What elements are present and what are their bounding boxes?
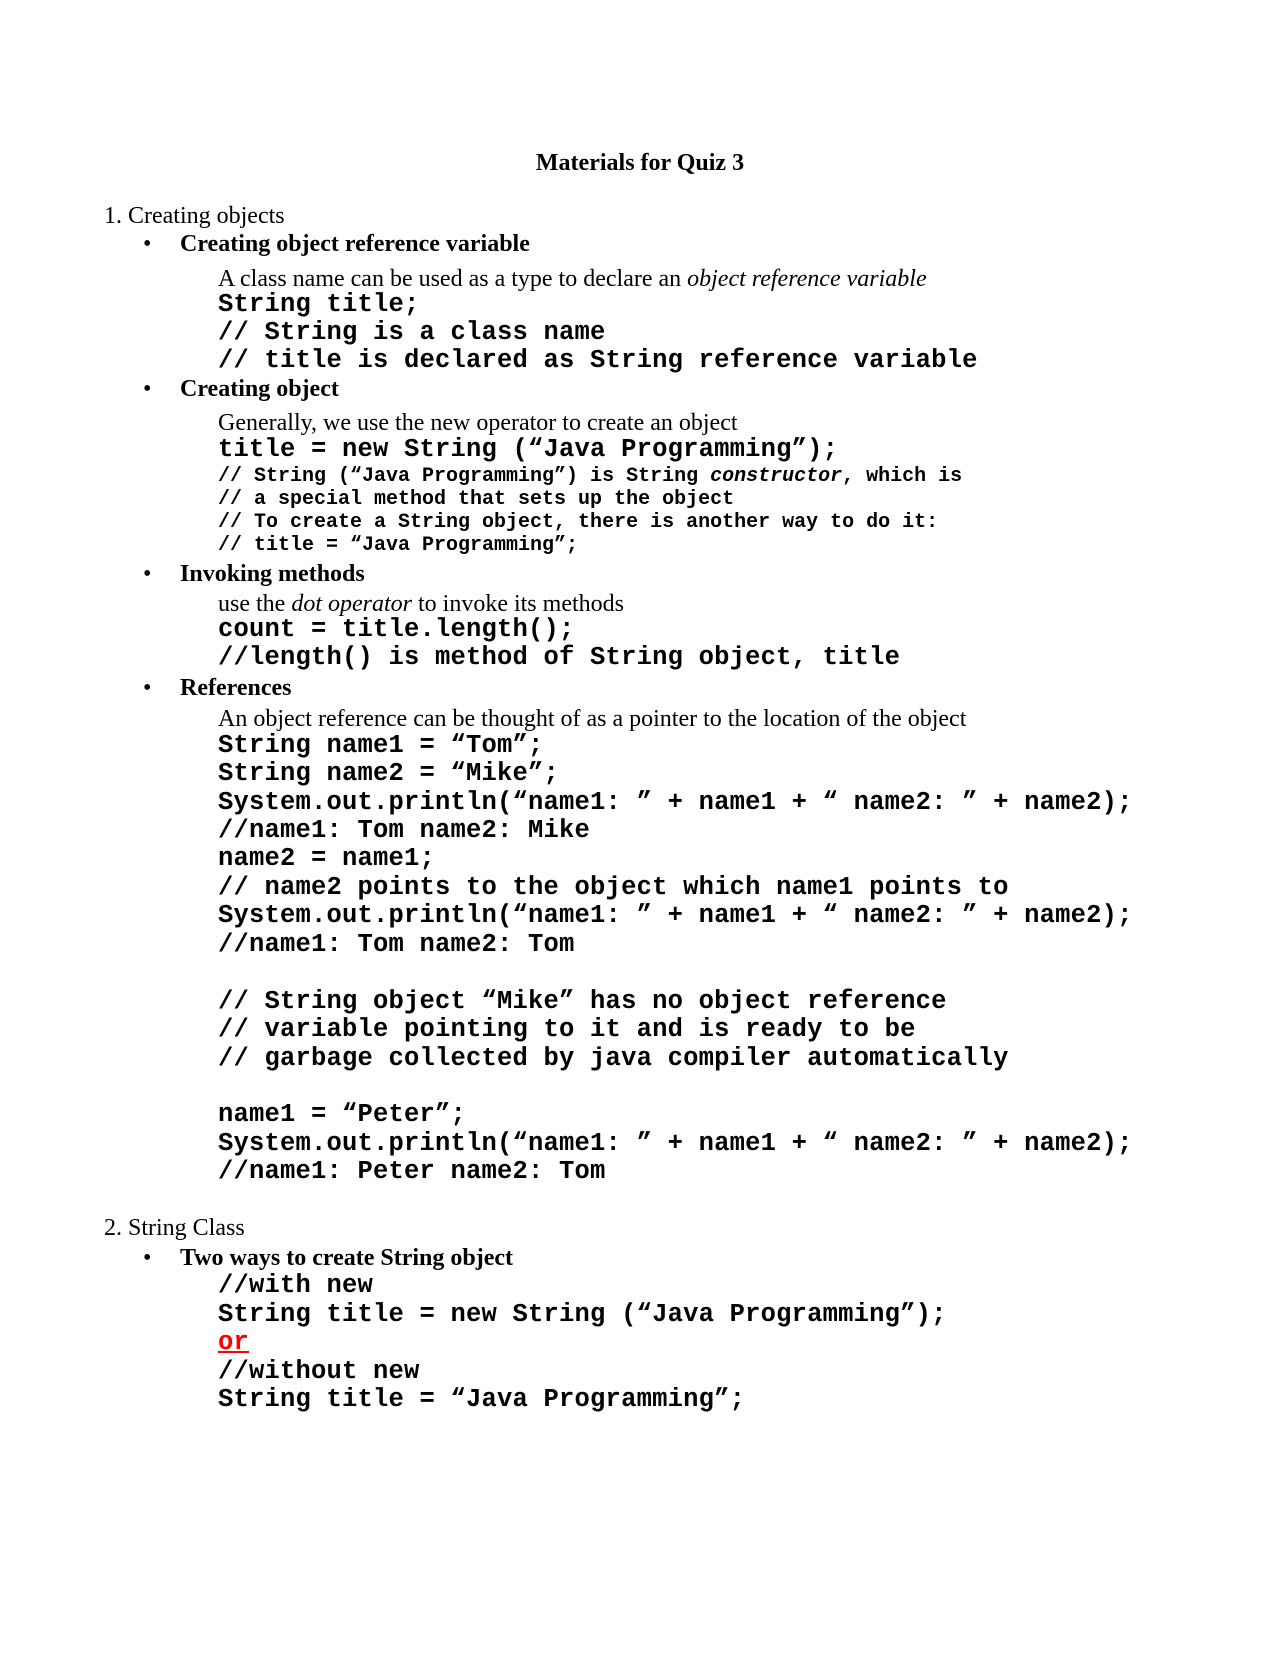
- code-line: //name1: Tom name2: Tom: [218, 930, 575, 959]
- bullet-dot: •: [143, 376, 152, 402]
- bullet-heading: Invoking methods: [180, 561, 365, 587]
- code-line: // String object “Mike” has no object reference: [218, 987, 947, 1016]
- code-line: title = new String (“Java Programming”);: [218, 435, 839, 464]
- bullet-heading: Two ways to create String object: [180, 1245, 514, 1271]
- bullet-item: [143, 1245, 513, 1272]
- bullet-heading: References: [180, 675, 292, 701]
- bullet-item: [143, 376, 339, 403]
- comment-emphasis: constructor: [710, 465, 843, 488]
- code-line: System.out.println(“name1: ” + name1 + “ name2: ” + name2);: [218, 788, 1133, 817]
- code-line: // variable pointing to it and is ready to be: [218, 1015, 916, 1044]
- bullet-dot: •: [143, 1245, 152, 1271]
- desc-text: to invoke its methods: [411, 591, 624, 617]
- code-comment: // title = “Java Programming”;: [218, 534, 579, 557]
- code-line: String title = new String (“Java Programming”);: [218, 1300, 947, 1329]
- bullet-dot: •: [143, 561, 152, 587]
- bullet-description: Generally, we use the new operator to create an object: [218, 410, 738, 436]
- code-comment: [218, 465, 962, 488]
- comment-text: // String (“Java Programming”) is String: [218, 465, 711, 488]
- desc-text: A class name can be used as a type to declare an: [218, 266, 688, 292]
- code-line: String name1 = “Tom”;: [218, 731, 544, 760]
- or-separator: or: [218, 1328, 250, 1357]
- code-line: // garbage collected by java compiler automatically: [218, 1044, 1009, 1073]
- bullet-item: [143, 231, 530, 258]
- code-line: count = title.length();: [218, 615, 575, 644]
- code-line: //length() is method of String object, title: [218, 643, 901, 672]
- bullet-dot: •: [143, 675, 152, 701]
- desc-text: use the: [218, 591, 292, 617]
- code-line: //name1: Peter name2: Tom: [218, 1157, 606, 1186]
- code-line: name2 = name1;: [218, 844, 436, 873]
- code-line: //with new: [218, 1271, 374, 1300]
- bullet-heading: Creating object: [180, 376, 339, 402]
- desc-emphasis: dot operator: [291, 591, 412, 617]
- comment-text: , which is: [842, 465, 963, 488]
- bullet-description: [218, 266, 927, 293]
- bullet-item: [143, 561, 365, 588]
- section-heading-1: 1. Creating objects: [104, 203, 285, 229]
- code-comment: // To create a String object, there is another way to do it:: [218, 511, 939, 534]
- section-heading-2: 2. String Class: [104, 1215, 245, 1241]
- bullet-description: [218, 591, 624, 618]
- code-line: // title is declared as String reference variable: [218, 346, 978, 375]
- code-line: System.out.println(“name1: ” + name1 + “ name2: ” + name2);: [218, 1129, 1133, 1158]
- bullet-dot: •: [143, 231, 152, 257]
- code-line: System.out.println(“name1: ” + name1 + “ name2: ” + name2);: [218, 901, 1133, 930]
- code-line: //without new: [218, 1357, 420, 1386]
- code-comment: // a special method that sets up the object: [218, 488, 735, 511]
- bullet-heading: Creating object reference variable: [180, 231, 530, 257]
- bullet-description: An object reference can be thought of as a pointer to the location of the object: [218, 706, 967, 732]
- code-line: String title;: [218, 290, 420, 319]
- code-line: String title = “Java Programming”;: [218, 1385, 746, 1414]
- code-line: // String is a class name: [218, 318, 606, 347]
- code-line: //name1: Tom name2: Mike: [218, 816, 591, 845]
- desc-emphasis: object reference variable: [687, 266, 927, 292]
- bullet-item: [143, 675, 292, 702]
- code-line: String name2 = “Mike”;: [218, 759, 560, 788]
- page-title: Materials for Quiz 3: [535, 150, 745, 176]
- code-line: // name2 points to the object which name1 points to: [218, 873, 1009, 902]
- code-line: name1 = “Peter”;: [218, 1100, 467, 1129]
